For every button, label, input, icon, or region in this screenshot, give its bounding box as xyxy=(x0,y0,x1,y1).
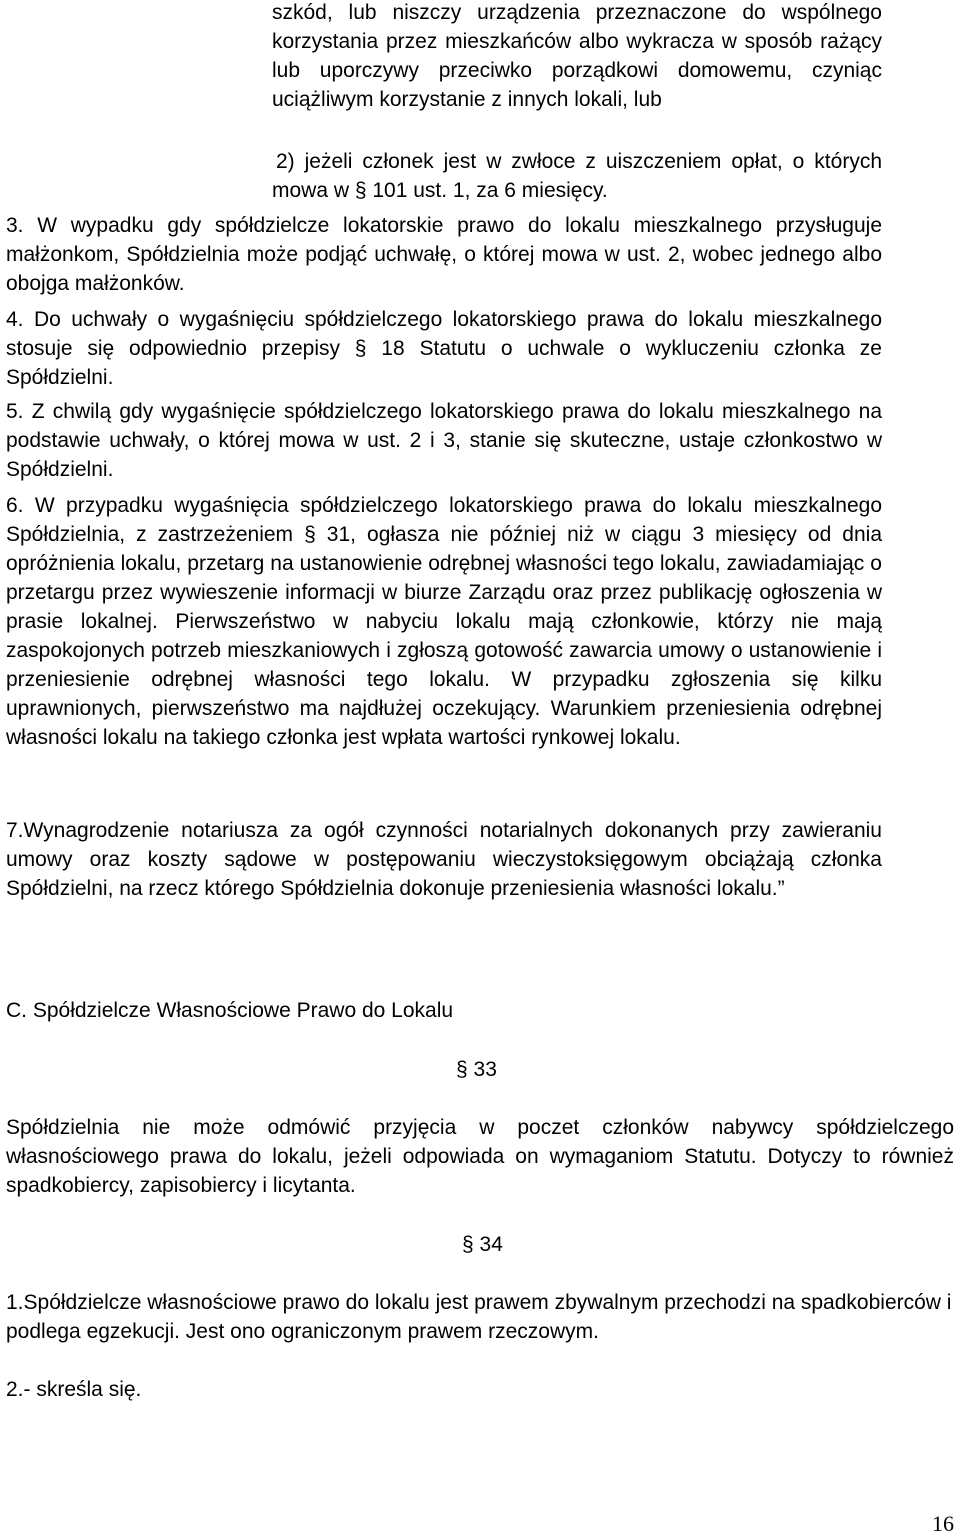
page-number: 16 xyxy=(932,1511,954,1536)
section-number-33: § 33 xyxy=(456,1058,497,1081)
paragraph-5: 5. Z chwilą gdy wygaśnięcie spółdzielczego lokatorskiego prawa do lokalu mieszkalnego na podstawie uchwały, o której mowa w ust. 2 i 3, stanie się skuteczne, ustaje członkostwo w Spółdzielni. xyxy=(6,400,882,481)
section-heading-c: C. Spółdzielcze Własnościowe Prawo do Lokalu xyxy=(6,999,454,1022)
paragraph-top: szkód, lub niszczy urządzenia przeznaczone do wspólnego korzystania przez mieszkańców albo wykracza w sposób rażący lub uporczywy przeciwko porządkowi domowemu, czyniąc uciążliwym korzystanie z innych lokali, lub xyxy=(272,1,882,111)
paragraph-item-2: 2) jeżeli członek jest w zwłoce z uiszczeniem opłat, o których mowa w § 101 ust. 1, za 6 miesięcy. xyxy=(272,150,882,202)
paragraph-34-1: 1.Spółdzielcze własnościowe prawo do lokalu jest prawem zbywalnym przechodzi na spadkobierców i podlega egzekucji. Jest ono ograniczonym prawem rzeczowym. xyxy=(6,1291,952,1343)
paragraph-6: 6. W przypadku wygaśnięcia spółdzielczego lokatorskiego prawa do lokalu mieszkalnego Spółdzielnia, z zastrzeżeniem § 31, ogłasza nie później niż w ciągu 3 miesięcy od dnia opróżnienia lokalu, przetarg na ustanowienie odrębnej własności tego lokalu, zawiadamiając o przetargu przez wywieszenie informacji w biurze Zarządu oraz przez publikację ogłoszenia w prasie lokalnej. Pierwszeństwo w nabyciu lokalu mają członkowie, którzy nie mają zaspokojonych potrzeb mieszkaniowych i zgłoszą gotowość zawarcia umowy o ustanowienie i przeniesienie odrębnej własności tego lokalu. W przypadku zgłoszenia się kilku uprawnionych, pierwszeństwo ma najdłużej oczekujący. Warunkiem przeniesienia odrębnej własności lokalu na takiego członka jest wpłata wartości rynkowej lokalu. xyxy=(6,494,882,749)
paragraph-34-2: 2.- skreśla się. xyxy=(6,1378,142,1401)
paragraph-7: 7.Wynagrodzenie notariusza za ogół czynności notarialnych dokonanych przy zawieraniu umowy oraz koszty sądowe w postępowaniu wieczystoksięgowym obciążają członka Spółdzielni, na rzecz którego Spółdzielnia dokonuje przeniesienia własności lokalu.” xyxy=(6,819,882,900)
paragraph-4: 4. Do uchwały o wygaśnięciu spółdzielczego lokatorskiego prawa do lokalu mieszkalnego stosuje się odpowiednio przepisy § 18 Statutu o uchwale o wykluczeniu członka ze Spółdzielni. xyxy=(6,308,882,389)
paragraph-33: Spółdzielnia nie może odmówić przyjęcia w poczet członków nabywcy spółdzielczego własnościowego prawa do lokalu, jeżeli odpowiada on wymaganiom Statutu. Dotyczy to również spadkobiercy, zapisobiercy i licytanta. xyxy=(6,1116,954,1197)
paragraph-3: 3. W wypadku gdy spółdzielcze lokatorskie prawo do lokalu mieszkalnego przysługuje małżonkom, Spółdzielnia może podjąć uchwałę, o której mowa w ust. 2, wobec jednego albo obojga małżonków. xyxy=(6,214,882,295)
section-number-34: § 34 xyxy=(462,1233,503,1256)
